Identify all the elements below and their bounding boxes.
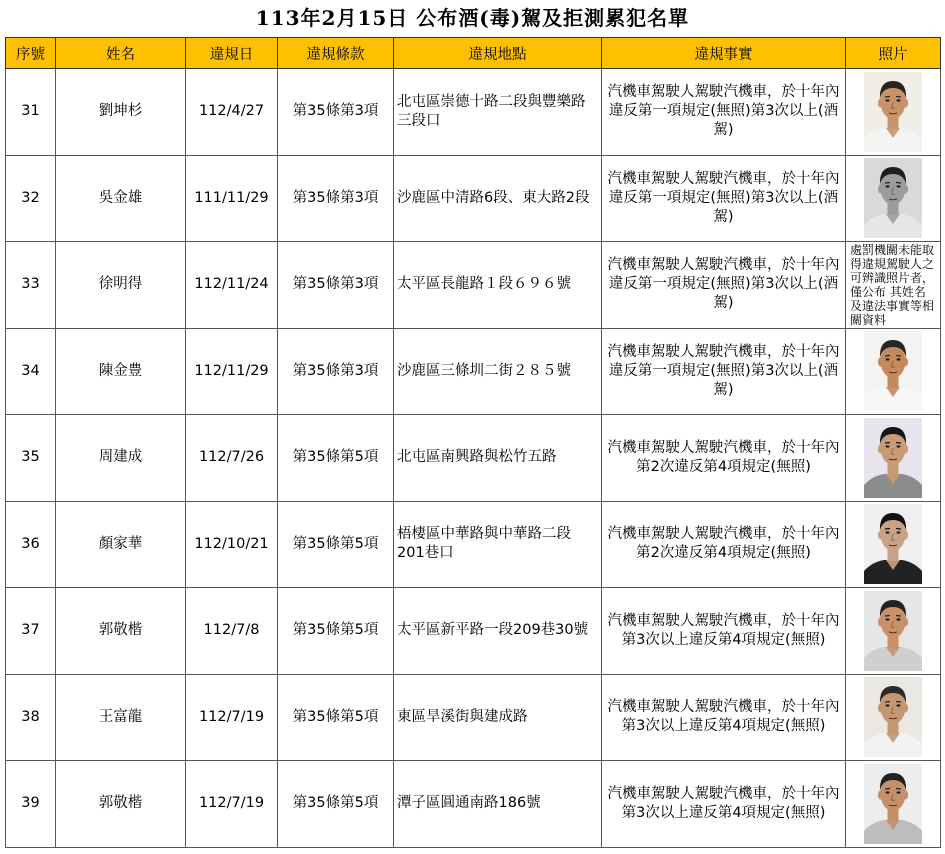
violation-date-cell: 112/11/24 [186,242,278,329]
photo-unavailable-note: 處罰機關未能取得違規駕駛人之可辨識照片者，僅公布 其姓名及違法事實等相關資料 [850,242,935,327]
serial-number-cell: 38 [6,674,56,761]
name-cell: 郭敬楷 [56,761,186,848]
name-cell: 郭敬楷 [56,588,186,675]
violation-fact-cell: 汽機車駕駛人駕駛汽機車，於十年內第3次以上違反第4項規定(無照) [602,674,846,761]
photo-cell [846,415,941,502]
violation-fact-cell: 汽機車駕駛人駕駛汽機車，於十年內第3次以上違反第4項規定(無照) [602,588,846,675]
violation-clause-cell: 第35條第5項 [278,761,394,848]
violation-fact-cell: 汽機車駕駛人駕駛汽機車，於十年內第2次違反第4項規定(無照) [602,501,846,588]
table-row [6,674,941,761]
name-cell: 劉坤杉 [56,69,186,156]
serial-number-cell: 33 [6,242,56,329]
table-row [6,501,941,588]
photo-cell [846,588,941,675]
offender-table [5,37,941,848]
serial-number-cell: 39 [6,761,56,848]
violation-clause-cell: 第35條第3項 [278,155,394,242]
violation-date-cell: 112/7/26 [186,415,278,502]
name-cell: 陳金豊 [56,328,186,415]
column-header-violation-location: 違規地點 [394,38,602,69]
violation-date-cell: 111/11/29 [186,155,278,242]
violation-location-cell: 梧棲區中華路與中華路二段201巷口 [394,501,602,588]
violation-location-cell: 北屯區南興路與松竹五路 [394,415,602,502]
violation-fact-cell: 汽機車駕駛人駕駛汽機車，於十年內違反第一項規定(無照)第3次以上(酒駕) [602,155,846,242]
table-row [6,328,941,415]
name-cell: 徐明得 [56,242,186,329]
name-cell: 王富龍 [56,674,186,761]
column-header-violation-date: 違規日 [186,38,278,69]
table-header-row [6,38,941,69]
serial-number-cell: 34 [6,328,56,415]
violation-location-cell: 太平區新平路一段209巷30號 [394,588,602,675]
violation-location-cell: 北屯區崇德十路二段與豐樂路三段口 [394,69,602,156]
serial-number-cell: 35 [6,415,56,502]
violation-clause-cell: 第35條第5項 [278,588,394,675]
violation-location-cell: 東區旱溪街與建成路 [394,674,602,761]
table-row [6,242,941,329]
driver-photo [864,504,922,584]
table-body [6,69,941,848]
column-header-name: 姓名 [56,38,186,69]
document-title: 113年2月15日 公布酒(毒)駕及拒測累犯名單 [255,6,690,30]
serial-number-cell: 31 [6,69,56,156]
serial-number-cell: 36 [6,501,56,588]
violation-date-cell: 112/4/27 [186,69,278,156]
photo-cell [846,501,941,588]
name-cell: 周建成 [56,415,186,502]
violation-location-cell: 太平區長龍路１段６９６號 [394,242,602,329]
violation-clause-cell: 第35條第3項 [278,242,394,329]
violation-date-cell: 112/11/29 [186,328,278,415]
driver-photo [864,158,922,238]
table-row [6,69,941,156]
photo-cell [846,328,941,415]
photo-cell [846,155,941,242]
violation-clause-cell: 第35條第5項 [278,415,394,502]
photo-cell [846,761,941,848]
violation-date-cell: 112/7/8 [186,588,278,675]
column-header-violation-clause: 違規條款 [278,38,394,69]
violation-clause-cell: 第35條第3項 [278,69,394,156]
violation-fact-cell: 汽機車駕駛人駕駛汽機車，於十年內違反第一項規定(無照)第3次以上(酒駕) [602,242,846,329]
table-row [6,761,941,848]
name-cell: 顏家華 [56,501,186,588]
table-row [6,415,941,502]
violation-fact-cell: 汽機車駕駛人駕駛汽機車，於十年內違反第一項規定(無照)第3次以上(酒駕) [602,69,846,156]
driver-photo [864,418,922,498]
violation-fact-cell: 汽機車駕駛人駕駛汽機車，於十年內第2次違反第4項規定(無照) [602,415,846,502]
driver-photo [864,591,922,671]
serial-number-cell: 32 [6,155,56,242]
violation-clause-cell: 第35條第5項 [278,674,394,761]
violation-clause-cell: 第35條第5項 [278,501,394,588]
violation-location-cell: 沙鹿區三條圳二街２８５號 [394,328,602,415]
column-header-serial: 序號 [6,38,56,69]
photo-cell [846,674,941,761]
column-header-violation-fact: 違規事實 [602,38,846,69]
driver-photo [864,764,922,844]
driver-photo [864,72,922,152]
name-cell: 吳金雄 [56,155,186,242]
violation-date-cell: 112/7/19 [186,674,278,761]
violation-fact-cell: 汽機車駕駛人駕駛汽機車，於十年內違反第一項規定(無照)第3次以上(酒駕) [602,328,846,415]
table-row [6,155,941,242]
violation-date-cell: 112/7/19 [186,761,278,848]
photo-cell [846,69,941,156]
table-row [6,588,941,675]
violation-location-cell: 潭子區圓通南路186號 [394,761,602,848]
violation-fact-cell: 汽機車駕駛人駕駛汽機車，於十年內第3次以上違反第4項規定(無照) [602,761,846,848]
photo-cell [846,242,941,329]
driver-photo [864,331,922,411]
column-header-photo: 照片 [846,38,941,69]
serial-number-cell: 37 [6,588,56,675]
violation-date-cell: 112/10/21 [186,501,278,588]
violation-clause-cell: 第35條第3項 [278,328,394,415]
driver-photo [864,677,922,757]
violation-location-cell: 沙鹿區中清路6段、東大路2段 [394,155,602,242]
